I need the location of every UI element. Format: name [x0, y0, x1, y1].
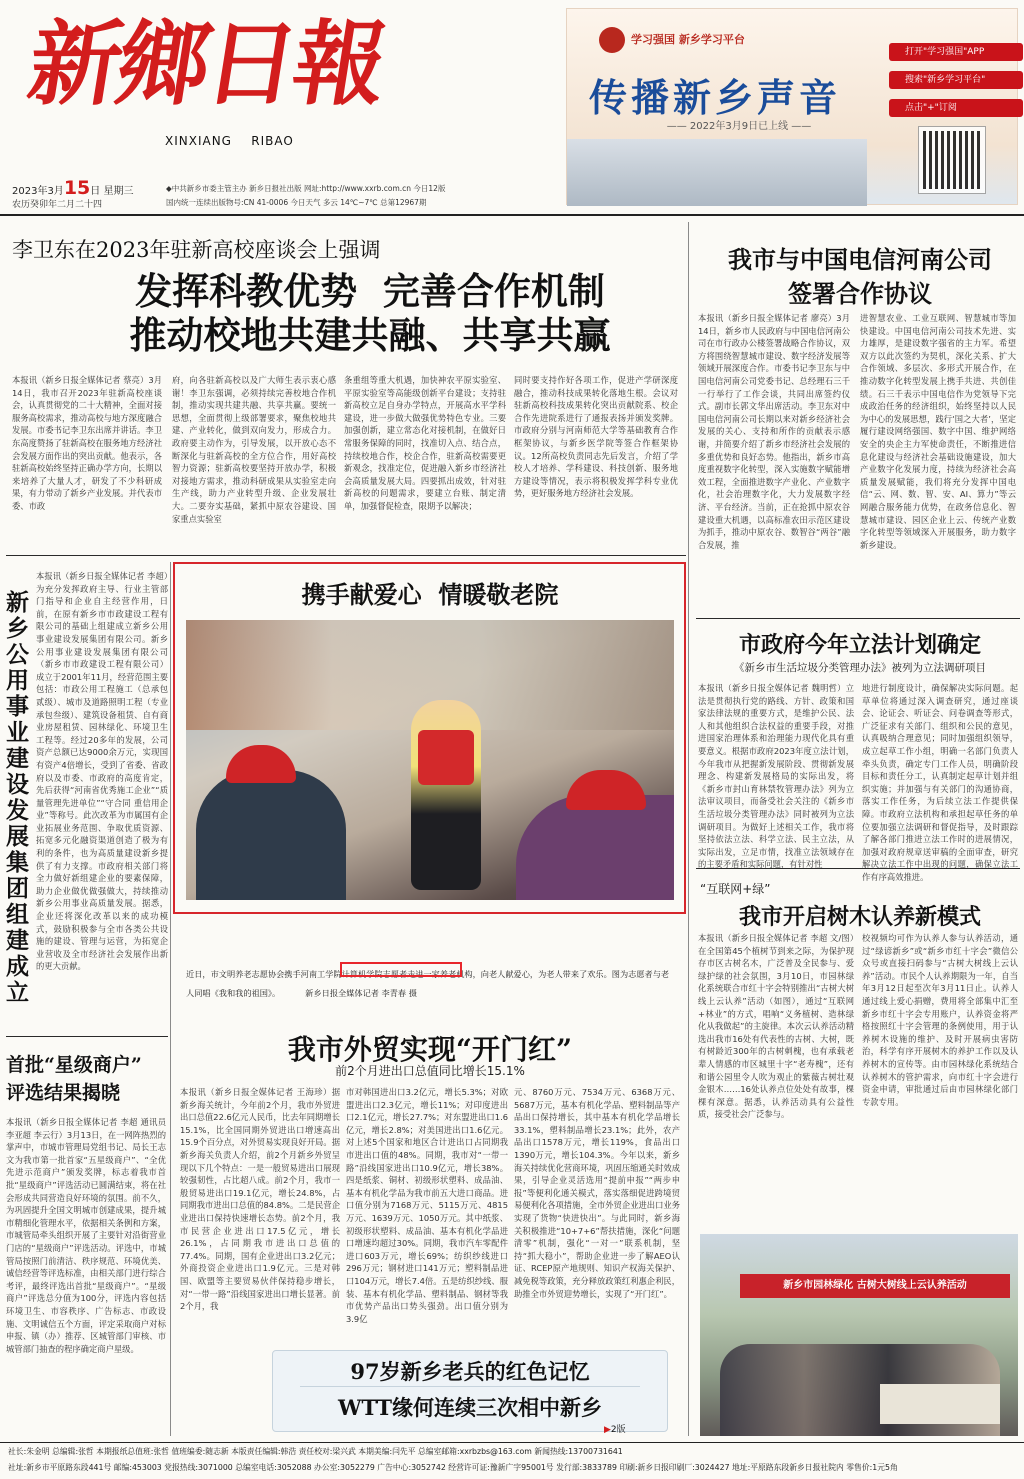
ad-logo	[599, 27, 625, 53]
lunar-date: 农历癸卯年二月二十四	[12, 200, 103, 210]
lead-col-2: 府，向各驻新高校以及广大师生表示衷心感谢！李卫东强调，必须持续完善校地合作机制，推动实现共建共融、共享共赢。要统一思想，全面贯彻上级部署要求，聚焦校地共建、产业转化，做到双向发力，形成合力。政府要主动作为，引导发展，以开放心态不断深化与驻新高校的全方位合作，用好高校智力资源；驻新高校要坚持开放办学，积极对接地方需求，推动科研成果从实验室走向生产线，助力产业转型升级、企业发展壮大。二要夯实基础，紧抓中原农谷建设、国家重点实验室	[172, 375, 336, 524]
tree-photo	[700, 1234, 1018, 1436]
rule-lead-bottom	[6, 555, 686, 556]
legislation-col-2: 地进行制度设计，确保解决实际问题。起草单位将通过深入调查研究，通过座谈会、论证会、听证会、问卷调查等形式，广泛征求有关部门、组织和公民的意见，认真吸纳合理意见；同时加强组织领导，成立起草工作小组，明确一名部门负责人牵头负责，确定专门工作人员，明确阶段目标和责任分工，认真制定起草计划并组织实施；并加强与有关部门的沟通协商，落实工作任务，为后续立法工作提供保障。市政府立法机构和承担起草任务的单位要加强立法调研和督促指导，及时跟踪了解各部门推进立法工作时的进展情况，加强对政府规章送审稿的全面审查，研究解决立法工作中出现的问题，确保立法工作有序高效推进。	[862, 683, 1018, 882]
tree-col-1: 本报讯（新乡日报全媒体记者 李超 文/图）在全国第45个植树节到来之际，为保护现存市区古树名木，广泛普及全民参与、爱绿护绿的社会氛围，3月10日，市园林绿化系统联合市红十字会特别推出“古树大树线上云认养”活动（如图），通过“互联网+林业”的方式，唱响“义务植树、造林绿化从我做起”的主旋律。本次云认养活动精选出我市16处有代表性的古树、大树，既有树龄近300年的古树刺槐，也有承载老辈人情感的市区城里十字“老寿槐”，还有和谐公园里令人吹为观止的紫薇古树壮观金银木……16处认养点位处处有故事，棵棵有深意。据悉，认养活动具有公益性质，接受社会广泛参与。	[698, 933, 854, 1120]
date-suffix: 日 星期三	[90, 186, 134, 197]
photo-feature-title: 携手献爱心 情暖敬老院	[301, 580, 559, 609]
photo-elder-right	[516, 795, 674, 900]
trade-col-2: 市对韩国进出口3.2亿元，增长5.3%；对欧盟进出口2.3亿元，增长11%；对印度进出口2.1亿元，增长27.7%；对东盟进出口1.6亿元，增长2.8%；对美国进出口1.6亿元。对上述5个国家和地区合计进出口占同期我市进出口值的48%。同期，我市对“一带一路”沿线国家进出口10.9亿元，增长38%。四是纸浆、铜材、初级形状塑料、成品油、基本有机化学品为我市前五大进口商品。进口值分别为7168万元、5115万元、4815万元、1639万元、1050万元。其中纸浆、初级形状塑料、成品油、基本有机化学品进口增速均超过30%。同期，我市汽车零配件进口603万元，增长69%；纺织纱线进口296万元；钢材进口141万元；塑料制品进口104万元，增长7.4倍。五是纺织纱线、服装、基本有机化学品、塑料制品、钢材等我市优势产品出口势头强劲。出口值分别为3.9亿	[346, 1087, 508, 1324]
photo-caption-line: 近日，市文明养老志愿协会携手河南工学院计算机学院志愿者走进一家养老机构，向老人献爱心，为老人带来了欢乐。图为志愿者与老人同唱《我和我的祖国》。	[186, 969, 670, 998]
footer-line-1: 社长:朱金明 总编辑:张哲 本期报纸总值班:张哲 值班编委:随志新 本版责任编辑:韩浩 责任校对:梁兴武 本期美编:闫先平 总编室邮箱:xxrbzbs@163.com 新闻热线:13700731641	[8, 1447, 623, 1456]
lead-col-4: 同时要支持作好各项工作，促进产学研深度融合，推动科技成果转化落地生根。会议对驻新高校科技成果转化突出贡献院系、校企合作先进院系进行了通报表扬并颁发奖牌。市政府分别与河南师范大学等基础教育合作框架协议，与新乡医学院等签合作框架协议。12所高校负责同志先后发言，介绍了学校人才培养、学科建设、科技创新、服务地方建设等情况，表示将积极发挥学科专业优势，更好服务地方经济社会发展。	[514, 375, 678, 499]
date-day: 15	[63, 177, 91, 199]
rule-legislation-bottom	[696, 868, 1020, 869]
ad-button-subscribe[interactable]: 点击"+"订阅	[889, 99, 1023, 117]
photo-volunteer	[411, 700, 481, 890]
telecom-headline-2: 签署合作协议	[788, 279, 932, 308]
col-divider-left	[170, 562, 171, 1436]
ad-skyline	[567, 139, 867, 206]
lead-kicker: 李卫东在2023年驻新高校座谈会上强调	[12, 238, 381, 262]
telecom-headline-1: 我市与中国电信河南公司	[728, 245, 992, 274]
promo-divider	[300, 1386, 640, 1387]
volunteer-photo	[186, 620, 674, 900]
photo-cap-left	[226, 745, 296, 783]
promo-page-label: 2版	[610, 1425, 626, 1435]
qr-code-icon[interactable]	[919, 127, 985, 193]
lead-headline-2: 推动校地共建共融、共享共赢	[129, 314, 611, 357]
photo-elder-left	[196, 770, 346, 900]
photo-cap-right	[566, 770, 646, 810]
xuexi-ad[interactable]	[566, 8, 1018, 205]
footer-rule	[0, 1442, 1024, 1443]
newspaper-title: 新鄉日報	[21, 10, 391, 118]
lead-col-1: 本报讯（新乡日报全媒体记者 蔡亮）3月14日，我市召开2023年驻新高校座谈会，认真贯彻党的二十大精神，全面对接服务高校需求，推动高校与地方深度融合发展。市委书记李卫东出席并讲话。李卫东高度赞扬了驻新高校在服务地方经济社会发展方面作出的突出贡献。他表示，各驻新高校始终坚持正确办学方向，长期以来培养了大量人才，研发了不少科研成果，有力带动了新乡产业发展。并代表市委、市政	[12, 375, 162, 511]
photo-credit: 新乡日报全媒体记者 李青春 摄	[305, 988, 417, 998]
tree-banner: 新乡市园林绿化 古树大树线上云认养活动	[740, 1274, 1010, 1298]
lead-col-3: 条重组等重大机遇，加快神农平原实验室、平原实验室等高能级创新平台建设；支持驻新高校立足自身办学特点，开展高水平学科建设，进一步做大做强优势特色专业。三要加强创新，建立常态化对接机制，在做好日常服务保障的同时，找准切入点、结合点，持续校地合作，校企合作，驻新高校需要更新观念，找准定位，促进融入新乡市经济社会高质量发展大局。四要抓出成效，针对驻新高校的问题需求，要建立台账、制定清单，加强督促检查，限期予以解决；	[344, 375, 506, 511]
star-merchant-headline-2: 评选结果揭晓	[6, 1082, 121, 1104]
col-divider-right	[688, 622, 689, 1436]
ad-slogan: 传播新乡声音	[589, 75, 842, 120]
promo-line-2[interactable]: WTT缘何连续三次相中新乡	[337, 1395, 603, 1420]
caption-highlight-box	[340, 962, 462, 977]
telecom-col-2: 进智慧农业、工业互联网、智慧城市等加快建设。中国电信河南公司技术先进、实力雄厚，是建设数字强省的主力军。希望双方以此次签约为契机，深化关系、扩大合作领域、多层次、多形式开展合作，在推动数字化转型发展上携手共进、共创佳绩。石三千表示中国电信作为党领导下完成政治任务的经济组织，始终坚持以人民为中心的发展思想，践行‘国之大者’，坚定履行建设网络强国、数字中国、维护网络安全的央企主力军使命责任，不断推进信息化建设与经济社会基础设施建设，加大产业数字化发展力度，持续为经济社会高质量发展赋能，我们将充分发挥中国电信“云、网、数、智、安、AI、算力”等云网融合服务能力优势，在政务信息化、智慧城市建设、园区企业上云、传统产业数字化转型等领域深入开展服务，助力数字新乡建设。	[860, 313, 1016, 550]
trade-col-3: 元、8760万元、7534万元、6368万元、5687万元，基本有机化学品、塑料制品等产品出口保持增长，其中基本有机化学品增长33.1%，塑料制品增长23.1%；此外，农产品出口1578万元，增长119%，食品出口1390万元，增长104.3%。今年以来，新乡海关持续优化营商环境，巩固压缩通关时效成果，引导企业灵活选用“提前申报”“两步申报”等便利化通关模式，落实落细促进跨境贸易便利化各项措施，全市外贸企业进出口业务实现了货物“快进快出”。与此同时，新乡海关积极推进“10+7+6”帮扶措施，深化“问题清零”机制，强化“一对一”联系机制，坚持“抓大稳小”，帮助企业进一步了解AEO认证、RCEP原产地规则、知识产权海关保护、减免税等政策，充分释放政策红利惠企利民，助推全市外贸迎势增长，实现了“开门红”。	[514, 1087, 680, 1299]
telecom-col-1: 本报讯（新乡日报全媒体记者 廖亮）3月14日，新乡市人民政府与中国电信河南公司在市行政办公楼签署战略合作协议，双方将围绕智慧城市建设、数字经济发展等领域开展深度合作。市委书记李卫东与中国电信河南公司党委书记、总经理石三千一行举行了工作会谈，共同出席签约仪式。副市长郭文华出席活动。李卫东对中国电信河南公司长期以来对新乡经济社会发展的关心、支持和所作的贡献表示感谢，并简要介绍了新乡市经济社会发展的多重优势和良好态势。他指出，新乡市高度重视数字化转型，深入实施数字赋能增效工程，全面推进数字产业化、产业数字化，社会治理数字化，大力发展数字经济、平台经济。当前，正在抢抓中原农谷建设重大机遇，以高标准农田示范区建设为抓手，推动中原农谷、数智谷“两谷”融合发展，推	[698, 313, 850, 550]
legislation-subhead: 《新乡市生活垃圾分类管理办法》被列为立法调研项目	[734, 662, 986, 674]
publication-info-1: ◆中共新乡市委主管主办 新乡日报社出版 网址:http://www.xxrb.com.cn 今日12版	[166, 184, 446, 193]
ad-brand: 学习强国 新乡学习平台	[631, 33, 745, 46]
rule-left-mid	[6, 1036, 168, 1037]
photo-vest	[418, 730, 474, 785]
publication-info-2: 国内统一连续出版物号:CN 41-0006 今日天气 多云 14℃~7℃ 总第12967期	[166, 198, 427, 207]
issue-date	[12, 177, 172, 199]
masthead	[0, 0, 1024, 212]
tree-col-2: 校视频均可作为认养人参与认养活动，通过“绿谚新乡”或“新乡市红十字会”微信公众号或直接扫码参与“古树大树线上云认养”活动。市民个人认养期限为一年，自当年3月12日起至次年3月11日止。认养人通过线上爱心捐赠，费用将全部集中汇至新乡市红十字会专用账户，认养资金将严格按照红十字会管理的条例使用，用于认养树木设施的维护、及时开展病虫害防治，科学有序开展树木的养护工作以及认养树木的宣传等。由市园林绿化系统结合认养树木的管护需求，向市红十字会进行资金申请，审批通过后由市园林绿化部门专款专用。	[862, 933, 1018, 1107]
rule-telecom-bottom	[696, 618, 1020, 619]
ad-button-search[interactable]: 搜索"新乡学习平台"	[889, 71, 1023, 89]
trade-headline: 我市外贸实现“开门红”	[287, 1033, 573, 1066]
date-prefix: 2023年3月	[12, 186, 64, 197]
promo-page-ref[interactable]	[604, 1422, 654, 1435]
star-merchant-text: 本报讯（新乡日报全媒体记者 李超 通讯员 李亚超 李云行）3月13日，在一网阵热烈的掌声中，市城市管理局党组书记、局长王志文为我市第一批首家“五星级商户”、“全优先进示范商户”颁发奖牌，标志着我市首批“星级商户”评选活动已圆满结束，将在社会形成共同营造良好环境的氛围。前不久，为巩固提升全国文明城市创建成果，提升城市精细化管理水平，依据相关条例和方案，市城管局牵头组织开展了主要针对沿街营业门店的“星级商户”评选活动。评选中，市城管局按照门前清洁、秩序规范、环境优美、诚信经营等评选标准，由相关部门进行综合考评，最终评选出首批“星级商户”。“星级商户”评选总分值为100分，评选内容包括环境卫生、市容秩序、广告标志、市政设施、文明诚信五个方面，评定采取商户对标申报、镇（办）推荐、区城管部门审核、市城管部门抽查的程序确定商户星级。	[6, 1117, 166, 1354]
trade-col-1: 本报讯（新乡日报全媒体记者 王海珍）据新乡海关统计，今年前2个月，我市外贸进出口总值22.6亿元人民币，比去年同期增长15.1%，比全国同期外贸进出口增速高出15.9个百分点，对外贸易实现良好开局。据新乡海关负责人介绍，前2个月新乡外贸呈现以下几个特点：一是一般贸易进出口展现较强韧性，占比超八成。前2个月，我市一般贸易进出口19.1亿元，增长24.8%，占同期我市进出口总值的84.8%。二是民营企业进出口保持快速增长态势。前2个月，我市民营企业进出口17.5亿元，增长26.1%，占同期我市进出口总值的77.4%。同期，国有企业进出口3.2亿元；外商投资企业进出口1.9亿元。三是对韩国、欧盟等主要贸易伙伴保持稳步增长，对“一带一路”沿线国家进出口增长显著。前2个月，我	[180, 1087, 340, 1312]
masthead-rule	[0, 214, 1024, 216]
lead-headline-1: 发挥科教优势 完善合作机制	[135, 270, 605, 313]
legislation-col-1: 本报讯（新乡日报全媒体记者 魏明哲）立法是贯彻执行党的路线、方针、政策和国家法律法规的重要方式，是维护公民、法人和其他组织合法权益的重要手段，对推进国家治理体系和治理能力现代化具有重要意义。根据市政府2023年度立法计划，今年我市从把握新发展阶段、贯彻新发展理念、构建新发展格局的实际出发，将《新乡市封山育林禁牧管理办法》列为立法审议项目，而备受社会关注的《新乡市生活垃圾分类管理办法》同时被列为立法调研项目。为做好上述相关工作，我市将坚持依法立法、科学立法、民主立法，从实际出发，立足市情，找准立法领域存在的主要矛盾和实际问题，有针对性	[698, 683, 854, 870]
star-merchant-headline-1: 首批“星级商户”	[6, 1054, 142, 1076]
ad-launch-date: —— 2022年3月9日已上线 ——	[666, 121, 812, 132]
tree-headline: 我市开启树木认养新模式	[738, 904, 981, 930]
public-utility-text: 本报讯（新乡日报全媒体记者 李超）为充分发挥政府主导、行业主管部门指导和企业自主经营作用，日前，在原有新乡市市政建设工程有限公司的基础上组建成立新乡公用事业建设发展集团有限公司。新乡公用事业建设发展集团有限公司（新乡市市政建设工程有限公司）成立于2001年11月，经营范围主要包括：市政公用工程施工（总承包贰级）、城市及道路照明工程（专业承包叁级）、建筑设备租赁、自有商业房屋租赁、园林绿化、环境卫生工程等。经过20多年的发展，公司资产总额已达9000余万元，实现国有资产4倍增长，受到了省委、省政府以及市委、市政府的高度肯定，先后获得“河南省优秀施工企业”“质量管理先进单位”“守合同 重信用企业”等称号。此次改革为市属国有企业拓展业务范围、争取优质资源、拓宽多元化融资渠道创造了极为有利的条件，也为高质量建设新乡提供了有力支撑。市政府相关部门将全力做好新组建企业的要素保障，助力企业做优做强做大，持续推动新乡公用事业高质量发展。据悉，企业还将深化改革以来的成功模式，鼓励积极参与全市各类公共设施的建设、管理与运营，为拓宽企业营收及全市经济社会发展作出新的更大贡献。	[36, 571, 168, 972]
legislation-headline: 市政府今年立法计划确定	[738, 632, 981, 658]
footer-line-2: 社址:新乡市平原路东段441号 邮编:453003 党报热线:3071000 总编室电话:3052088 办公室:3052279 广告中心:3052742 经营许可证:豫新广字95001号 发行部:3833789 印刷:新乡日报印刷厂:3024427 地址:平原路东段新乡日报社院内 零售价:1元5角	[8, 1463, 898, 1472]
ad-button-open[interactable]: 打开"学习强国"APP	[889, 43, 1023, 61]
promo-line-1[interactable]: 97岁新乡老兵的红色记忆	[350, 1359, 590, 1384]
public-utility-headline: 新乡公用事业建设发展集团组建成立	[6, 589, 29, 1006]
trade-subhead: 前2个月进出口总值同比增长15.1%	[335, 1064, 525, 1078]
arrow-right-icon: ▶	[604, 1425, 611, 1435]
tree-kicker: “互联网+绿”	[700, 882, 771, 896]
newspaper-pinyin: XINXIANG RIBAO	[165, 134, 294, 148]
tree-photo-table	[880, 1384, 1000, 1424]
